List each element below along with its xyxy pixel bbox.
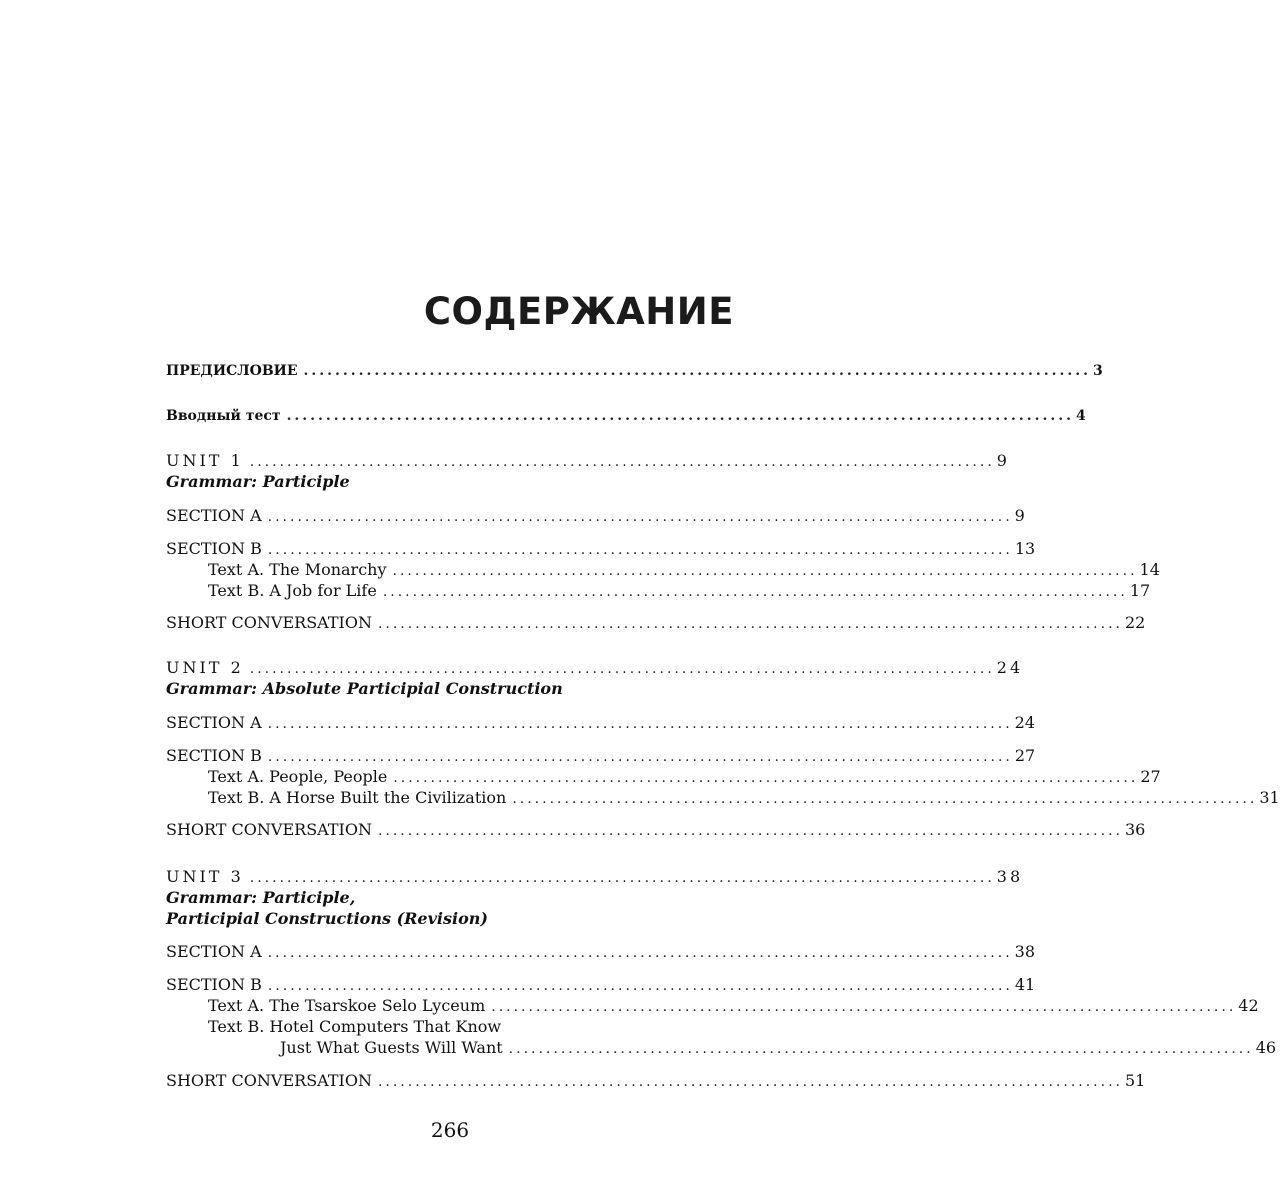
- toc-entry-page: 9: [996, 451, 1010, 470]
- leader-dots: ....................................................................................................: [392, 563, 1138, 579]
- leader-dots: ....................................................................................................: [377, 1074, 1123, 1090]
- leader-dots: ....................................................................................................: [249, 661, 995, 677]
- toc-entry-page: 46: [1255, 1038, 1277, 1057]
- toc-entry-section-a[interactable]: [166, 941, 1036, 963]
- toc-entry-short-conversation[interactable]: [166, 612, 1146, 634]
- toc-entry-page: 27: [1140, 767, 1161, 786]
- toc-entry-label: SHORT CONVERSATION: [166, 613, 372, 632]
- page-title: СОДЕРЖАНИЕ: [423, 290, 734, 333]
- toc-entry-page: 22: [1124, 613, 1146, 632]
- toc-entry-label: Text B. A Job for Life: [208, 581, 377, 600]
- toc-entry-page: 41: [1014, 975, 1036, 994]
- leader-dots: ....................................................................................................: [249, 454, 995, 470]
- toc-entry-label: SECTION B: [166, 746, 262, 765]
- toc-entry-label: SECTION B: [166, 975, 262, 994]
- leader-dots: ....................................................................................................: [377, 616, 1123, 632]
- toc-entry-text-a[interactable]: [208, 995, 1259, 1017]
- toc-grammar-note: Participial Constructions (Revision): [166, 909, 488, 928]
- toc-entry-page: 31: [1259, 788, 1280, 807]
- leader-dots: ....................................................................................................: [267, 945, 1013, 961]
- toc-entry-page: 13: [1014, 539, 1036, 558]
- toc-entry-unit-2[interactable]: [166, 657, 1024, 679]
- toc-entry-page: 36: [1124, 820, 1146, 839]
- leader-dots: ....................................................................................................: [267, 749, 1013, 765]
- toc-grammar-note: Grammar: Participle,: [166, 888, 356, 907]
- toc-entry-page: 42: [1238, 996, 1259, 1015]
- toc-grammar-note: Grammar: Absolute Participial Construction: [166, 679, 563, 698]
- toc-entry-label: SECTION A: [166, 942, 262, 961]
- toc-entry-section-b[interactable]: [166, 974, 1036, 996]
- leader-dots: ....................................................................................................: [249, 870, 995, 886]
- toc-entry-label: Вводный тест: [166, 408, 281, 424]
- toc-entry-label: SHORT CONVERSATION: [166, 820, 372, 839]
- leader-dots: ....................................................................................................: [382, 584, 1128, 600]
- toc-entry-page: 9: [1014, 506, 1025, 525]
- leader-dots: ....................................................................................................: [286, 408, 1074, 424]
- toc-entry-page: 38: [996, 867, 1024, 886]
- toc-entry-short-conversation[interactable]: [166, 1070, 1146, 1092]
- toc-entry-section-b[interactable]: [166, 538, 1036, 560]
- toc-entry-short-conversation[interactable]: [166, 819, 1146, 841]
- toc-entry-page: 51: [1124, 1071, 1146, 1090]
- toc-entry-unit-3[interactable]: [166, 866, 1024, 888]
- toc-entry-text-a[interactable]: [208, 559, 1160, 581]
- leader-dots: ....................................................................................................: [377, 823, 1123, 839]
- toc-entry-section-a[interactable]: [166, 712, 1036, 734]
- toc-entry-label: Just What Guests Will Want: [280, 1038, 503, 1057]
- toc-entry-label: Text A. The Tsarskoe Selo Lyceum: [208, 996, 486, 1015]
- toc-entry-preface[interactable]: [166, 360, 1103, 382]
- toc-entry-text-a[interactable]: [208, 766, 1161, 788]
- toc-entry-section-a[interactable]: [166, 505, 1025, 527]
- leader-dots: ....................................................................................................: [393, 770, 1139, 786]
- toc-entry-text-b[interactable]: [208, 1016, 738, 1038]
- toc-entry-text-b[interactable]: [208, 787, 1280, 809]
- leader-dots: ....................................................................................................: [267, 716, 1013, 732]
- toc-entry-page: 17: [1129, 581, 1151, 600]
- toc-entry-page: 14: [1139, 560, 1160, 579]
- toc-entry-label: SHORT CONVERSATION: [166, 1071, 372, 1090]
- toc-entry-text-b[interactable]: [208, 580, 1151, 602]
- toc-entry-label: Text B. Hotel Computers That Know: [208, 1017, 502, 1036]
- leader-dots: ....................................................................................................: [303, 363, 1091, 379]
- toc-entry-page: 27: [1014, 746, 1036, 765]
- leader-dots: ....................................................................................................: [267, 978, 1013, 994]
- toc-entry-label: Text B. A Horse Built the Civilization: [208, 788, 507, 807]
- toc-entry-page: 4: [1075, 408, 1086, 424]
- toc-entry-intro-test[interactable]: [166, 405, 1086, 427]
- page-number: 266: [430, 1118, 470, 1142]
- toc-entry-text-b-continued[interactable]: [280, 1037, 1277, 1059]
- leader-dots: ....................................................................................................: [267, 509, 1013, 525]
- leader-dots: ....................................................................................................: [512, 791, 1258, 807]
- toc-entry-label: Text A. The Monarchy: [208, 560, 387, 579]
- toc-entry-page: 24: [1014, 713, 1036, 732]
- toc-entry-label: SECTION B: [166, 539, 262, 558]
- toc-entry-label: ПРЕДИСЛОВИЕ: [166, 363, 298, 379]
- toc-entry-label: SECTION A: [166, 506, 262, 525]
- toc-entry-label: Text A. People, People: [208, 767, 388, 786]
- toc-entry-label: UNIT 1: [166, 451, 244, 470]
- toc-grammar-note: Grammar: Participle: [166, 472, 350, 491]
- toc-entry-page: 24: [996, 658, 1024, 677]
- toc-entry-label: UNIT 2: [166, 658, 244, 677]
- toc-entry-label: UNIT 3: [166, 867, 244, 886]
- toc-entry-label: SECTION A: [166, 713, 262, 732]
- toc-entry-section-b[interactable]: [166, 745, 1036, 767]
- toc-entry-page: 38: [1014, 942, 1036, 961]
- leader-dots: ....................................................................................................: [267, 542, 1013, 558]
- leader-dots: ....................................................................................................: [508, 1041, 1254, 1057]
- toc-entry-unit-1[interactable]: [166, 450, 1010, 472]
- toc-entry-page: 3: [1092, 363, 1103, 379]
- leader-dots: ....................................................................................................: [491, 999, 1237, 1015]
